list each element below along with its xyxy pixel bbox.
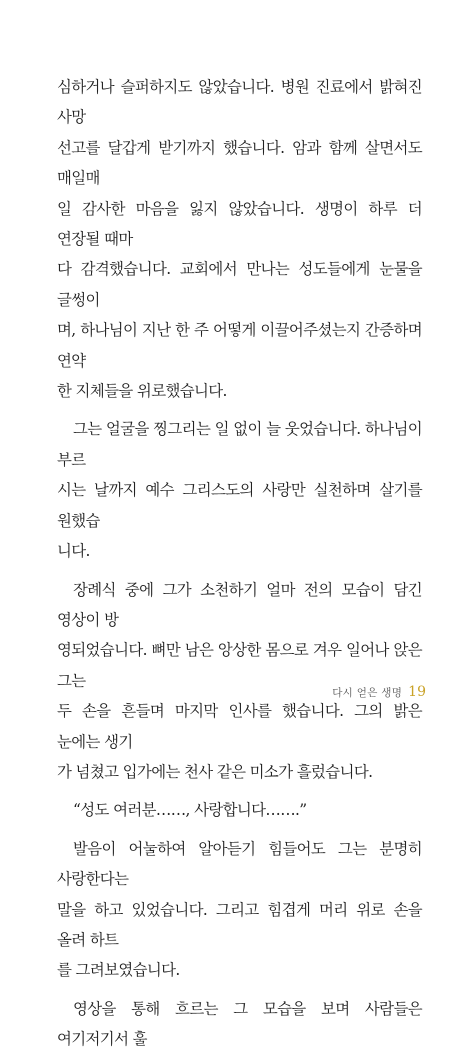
paragraph-3: 장례식 중에 그가 소천하기 얼마 전의 모습이 담긴 영상이 방 영되었습니다. 뼈만 남은 앙상한 몸으로 겨우 일어나 앉은 그는 두 손을 흔들며 마지막 인사를 했습니다. 그의 밝은 눈에는 생기 가 넘쳤고 입가에는 천사 같은 미소가 흘렀습니다. [57, 580, 422, 781]
page-number: 19 [408, 684, 426, 700]
running-title: 다시 얻은 생명 [332, 687, 403, 699]
page-body [57, 72, 422, 1063]
page-footer [332, 684, 426, 700]
paragraph-quote: “성도 여러분……, 사랑합니다…….” [73, 801, 307, 820]
paragraph-6: 영상을 통해 흐르는 그 모습을 보며 사람들은 여기저기서 훌 [57, 999, 422, 1049]
paragraph-1: 심하거나 슬퍼하지도 않았습니다. 병원 진료에서 밝혀진 사망 선고를 달갑게 받기까지 했습니다. 암과 함께 살면서도 매일매 일 감사한 마음을 잃지 않았습니다. 생명이 하루 더 연장될 때마 다 감격했습니다. 교회에서 만나는 성도들에게 눈물을 글썽이 며, 하나님이 지난 한 주 어떻게 이끌어주셨는지 간증하며 연약 한 지체들을 위로했습니다. [57, 78, 422, 401]
paragraph-2: 그는 얼굴을 찡그리는 일 없이 늘 웃었습니다. 하나님이 부르 시는 날까지 예수 그리스도의 사랑만 실천하며 살기를 원했습 니다. [57, 420, 422, 561]
paragraph-5: 발음이 어눌하여 알아듣기 힘들어도 그는 분명히 사랑한다는 말을 하고 있었습니다. 그리고 힘겹게 머리 위로 손을 올려 하트 를 그려보였습니다. [57, 839, 422, 980]
